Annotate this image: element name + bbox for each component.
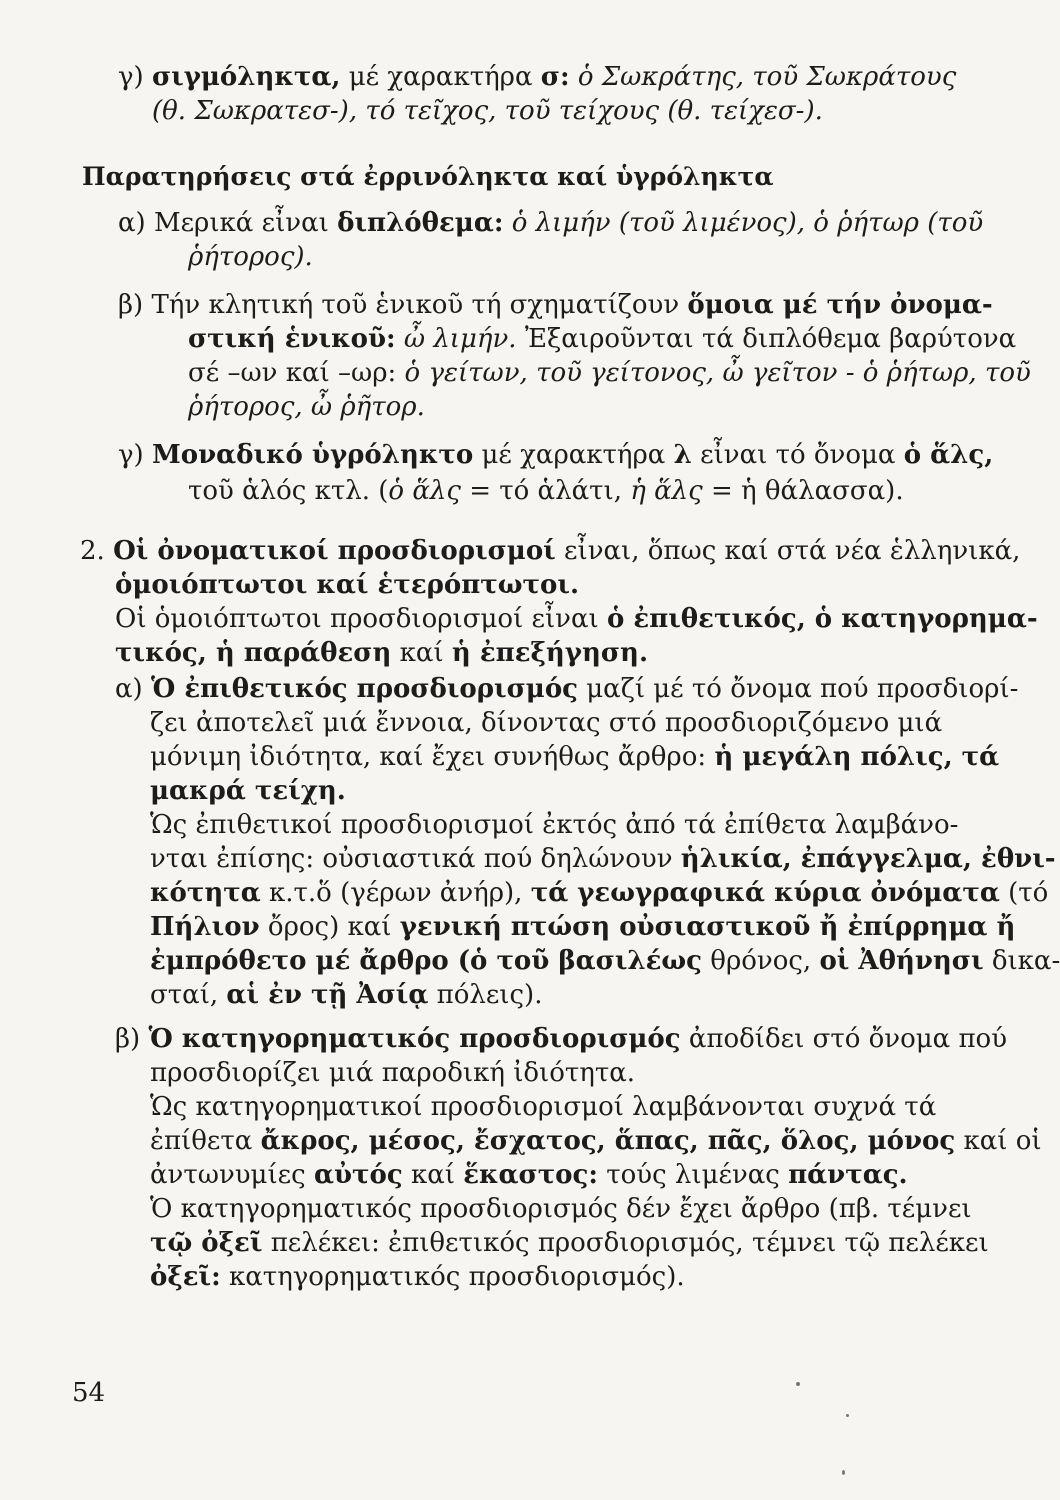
obs-b-line-2: στική ἑνικοῦ: ὦ λιμήν. Ἐξαιροῦνται τά διπλόθεμα βαρύτονα xyxy=(188,324,1017,354)
sub-a-line-3: μόνιμη ἰδιότητα, καί ἔχει συνήθως ἄρθρο: ἡ μεγάλη πόλις, τά xyxy=(150,742,1000,772)
sub-a-line-4: μακρά τείχη. xyxy=(150,776,346,806)
obs-b-line-1: β) Τήν κλητική τοῦ ἑνικοῦ τή σχηματίζουν ὅμοια μέ τήν ὀνομα- xyxy=(118,290,993,320)
section-heading: Παρατηρήσεις στά ἐρρινόληκτα καί ὑγρόληκτα xyxy=(82,162,774,191)
sub-b-line-3: Ὡς κατηγορηματικοί προσδιορισμοί λαμβάνονται συχνά τά xyxy=(150,1092,937,1122)
sub-a-line-2: ζει ἀποτελεῖ μιά ἔννοια, δίνοντας στό προσδιοριζόμενο μιά xyxy=(150,708,943,738)
sub-b-line-5: ἀντωνυμίες αὐτός καί ἕκαστος: τούς λιμένας πάντας. xyxy=(150,1160,908,1190)
sub-a-line-7: κότητα κ.τ.ὅ (γέρων ἀνήρ), τά γεωγραφικά κύρια ὀνόματα (τό xyxy=(150,878,1049,908)
obs-b-line-3: σέ –ων καί –ωρ: ὁ γείτων, τοῦ γείτονος, ὦ γεῖτον - ὁ ῥήτωρ, τοῦ xyxy=(188,358,1031,388)
sub-b-line-4: ἐπίθετα ἄκρος, μέσος, ἔσχατος, ἅπας, πᾶς, ὅλος, μόνος καί οἱ xyxy=(150,1126,1042,1156)
sub-b-line-7: τῷ ὀξεῖ πελέκει: ἐπιθετικός προσδιορισμός, τέμνει τῷ πελέκει xyxy=(150,1228,989,1258)
sub-a-line-1: α) Ὁ ἐπιθετικός προσδιορισμός μαζί μέ τό ὄνομα πού προσδιορί- xyxy=(115,674,1019,704)
obs-c-line-1: γ) Μοναδικό ὑγρόληκτο μέ χαρακτήρα λ εἶναι τό ὄνομα ὁ ἅλς, xyxy=(118,440,994,470)
obs-b-line-4: ῥήτορος, ὦ ῥῆτορ. xyxy=(188,392,425,422)
obs-a-line-2: ῥήτορος). xyxy=(188,242,313,272)
section2-line-4: τικός, ἡ παράθεση καί ἡ ἐπεξήγηση. xyxy=(115,638,648,668)
section2-line-2: ὁμοιόπτωτοι καί ἑτερόπτωτοι. xyxy=(115,570,580,600)
sub-a-line-6: νται ἐπίσης: οὐσιαστικά πού δηλώνουν ἡλικία, ἐπάγγελμα, ἐθνι- xyxy=(150,844,1056,874)
obs-a-line-1: α) Μερικά εἶναι διπλόθεμα: ὁ λιμήν (τοῦ λιμένος), ὁ ῥήτωρ (τοῦ xyxy=(118,208,984,238)
sub-a-line-9: ἐμπρόθετο μέ ἄρθρο (ὁ τοῦ βασιλέως θρόνος, οἱ Ἀθήνησι δικα- xyxy=(150,946,1060,976)
print-speck xyxy=(842,1470,845,1475)
sub-a-line-10: σταί, αἱ ἐν τῇ Ἀσίᾳ πόλεις). xyxy=(150,980,543,1010)
sub-a-line-8: Πήλιον ὄρος) καί γενική πτώση οὐσιαστικοῦ ἤ ἐπίρρημα ἤ xyxy=(150,912,1016,942)
sub-b-line-1: β) Ὁ κατηγορηματικός προσδιορισμός ἀποδίδει στό ὄνομα πού xyxy=(115,1024,1008,1054)
print-speck xyxy=(796,1382,800,1386)
obs-c-line-2: τοῦ ἁλός κτλ. (ὁ ἅλς = τό ἁλάτι, ἡ ἅλς = ἡ θάλασσα). xyxy=(188,476,904,506)
page-number: 54 xyxy=(72,1378,106,1408)
section2-line-1: 2. Οἱ ὀνοματικοί προσδιορισμοί εἶναι, ὅπως καί στά νέα ἑλληνικά, xyxy=(80,536,1021,566)
print-speck xyxy=(846,1414,849,1417)
sigma-line-2: (θ. Σωκρατεσ-), τό τεῖχος, τοῦ τείχους (θ. τείχεσ-). xyxy=(152,96,823,126)
sub-b-line-2: προσδιορίζει μιά παροδική ἰδιότητα. xyxy=(150,1058,636,1088)
sub-b-line-8: ὀξεῖ: κατηγορηματικός προσδιορισμός). xyxy=(150,1262,685,1292)
sub-a-line-5: Ὡς ἐπιθετικοί προσδιορισμοί ἐκτός ἀπό τά ἐπίθετα λαμβάνο- xyxy=(150,810,959,840)
section2-line-3: Οἱ ὁμοιόπτωτοι προσδιορισμοί εἶναι ὁ ἐπιθετικός, ὁ κατηγορημα- xyxy=(115,604,1038,634)
sigma-line-1: γ) σιγμόληκτα, μέ χαρακτήρα σ: ὁ Σωκράτης, τοῦ Σωκράτους xyxy=(118,62,957,92)
sub-b-line-6: Ὁ κατηγορηματικός προσδιορισμός δέν ἔχει ἄρθρο (πβ. τέμνει xyxy=(150,1194,972,1224)
